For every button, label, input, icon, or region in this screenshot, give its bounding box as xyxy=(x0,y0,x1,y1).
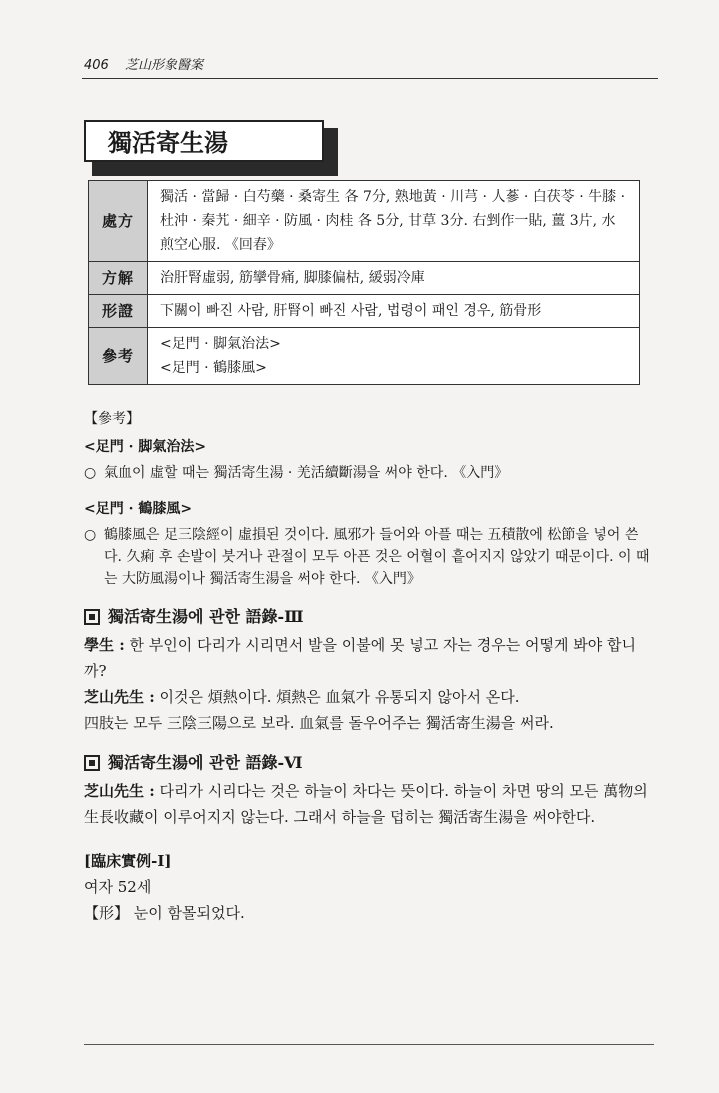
ref-item xyxy=(84,462,656,484)
table-row xyxy=(89,295,640,328)
speaker: 芝山先生 : xyxy=(84,782,155,800)
footer-rule xyxy=(84,1044,654,1045)
utterance: 四肢는 모두 三陰三陽으로 보라. 血氣를 돌우어주는 獨活寄生湯을 써라. xyxy=(84,714,554,732)
title-box xyxy=(84,120,324,162)
header-rule xyxy=(82,78,658,79)
utterance: 이것은 煩熱이다. 煩熱은 血氣가 유통되지 않아서 온다. xyxy=(159,688,520,706)
ref-text: 氣血이 虛할 때는 獨活寄生湯 · 羌活續斷湯을 써야 한다. 《入門》 xyxy=(104,465,509,481)
reference-heading: 【參考】 xyxy=(84,411,140,427)
row-label: 處方 xyxy=(89,181,148,262)
ref-line: <足門 · 鶴膝風> xyxy=(160,360,267,376)
section-title: 獨活寄生湯에 관한 語錄-Ⅵ xyxy=(108,753,303,772)
dialogue xyxy=(84,632,656,736)
circle-bullet-icon: ○ xyxy=(84,465,97,481)
square-bullet-icon xyxy=(84,609,100,625)
square-bullet-icon xyxy=(84,755,100,771)
ref-text: 鶴膝風은 足三陰經이 虛損된 것이다. 風邪가 들어와 아플 때는 五積散에 松節을 넣어 쓴다. 久痢 후 손발이 붓거나 관절이 모두 아픈 것은 어혈이 흩어지지 않았기 때문이다. 이 때는 大防風湯이나 獨活寄生湯을 써야 한다. 《入門》 xyxy=(104,527,650,587)
case-subject: 여자 52세 xyxy=(84,878,152,896)
utterance: 다리가 시리다는 것은 하늘이 차다는 뜻이다. 하늘이 차면 땅의 모든 萬物의 生長收藏이 이루어지지 않는다. 그래서 하늘을 덥히는 獨活寄生湯을 써야한다. xyxy=(84,782,648,826)
section-heading xyxy=(84,752,656,774)
speaker: 芝山先生 : xyxy=(84,688,155,706)
running-header xyxy=(84,54,203,73)
row-label: 形證 xyxy=(89,295,148,328)
row-text: 下關이 빠진 사람, 肝腎이 빠진 사람, 법령이 패인 경우, 筋骨形 xyxy=(148,295,640,328)
symptom-label: 【形】 xyxy=(84,904,130,922)
speaker: 學生 : xyxy=(84,636,125,654)
ref-title: <足門 · 鶴膝風> xyxy=(84,501,193,517)
row-text: 治肝腎虛弱, 筋攣骨痛, 脚膝偏枯, 緩弱冷庫 xyxy=(148,262,640,295)
body-text xyxy=(84,408,656,926)
prescription-title: 獨活寄生湯 xyxy=(84,120,324,162)
circle-bullet-icon: ○ xyxy=(84,527,97,543)
clinical-case xyxy=(84,848,656,926)
ref-item xyxy=(84,524,656,590)
row-text: 獨活 · 當歸 · 白芍藥 · 桑寄生 各 7分, 熟地黃 · 川芎 · 人蔘 · 白茯苓 · 牛膝 · 杜沖 · 秦艽 · 細辛 · 防風 · 肉桂 各 5分, 甘草 3分. 右剉作一貼, 薑 3片, 水煎空心服. 《回春》 xyxy=(148,181,640,262)
book-title: 芝山形象醫案 xyxy=(124,58,203,73)
prescription-table xyxy=(88,180,640,385)
case-title: [臨床實例-Ⅰ] xyxy=(84,852,172,870)
table-row xyxy=(89,328,640,385)
row-label: 參考 xyxy=(89,328,148,385)
utterance: 한 부인이 다리가 시리면서 발을 이불에 못 넣고 자는 경우는 어떻게 봐야 합니까? xyxy=(84,636,636,680)
page-number: 406 xyxy=(84,58,109,73)
table-row xyxy=(89,181,640,262)
table-row xyxy=(89,262,640,295)
symptom-text: 눈이 함몰되었다. xyxy=(133,904,245,922)
section-title: 獨活寄生湯에 관한 語錄-Ⅲ xyxy=(108,607,304,626)
row-text xyxy=(148,328,640,385)
dialogue xyxy=(84,778,656,830)
ref-line: <足門 · 脚氣治法> xyxy=(160,336,281,352)
ref-title: <足門 · 脚氣治法> xyxy=(84,439,207,455)
section-heading xyxy=(84,606,656,628)
row-label: 方解 xyxy=(89,262,148,295)
